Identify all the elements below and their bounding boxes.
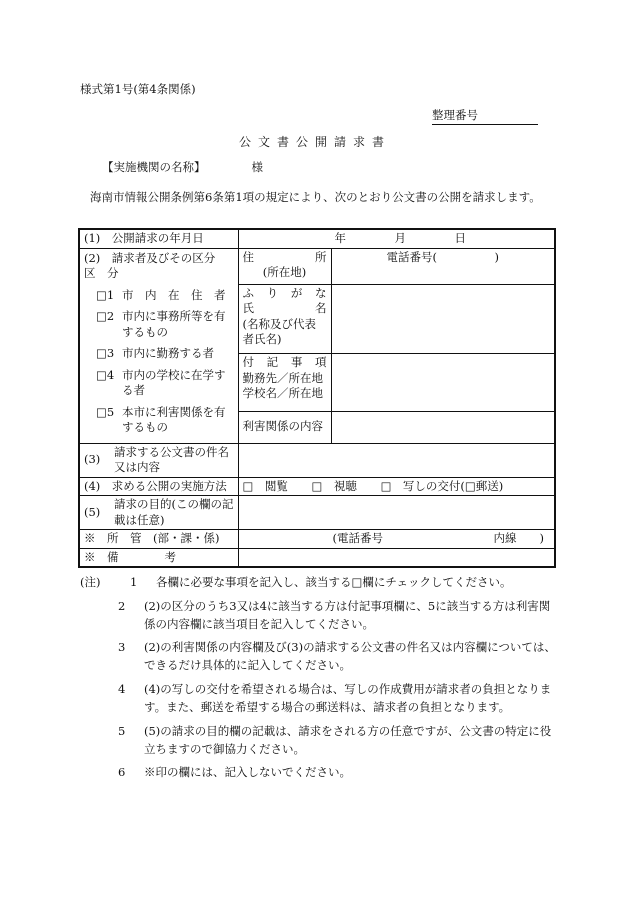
agency-label: 【実施機関の名称】	[102, 160, 206, 174]
note-5-num: 5	[118, 723, 126, 738]
document-title: 公文書公開請求書	[238, 135, 391, 149]
note-6	[80, 764, 560, 782]
purpose-row	[79, 496, 555, 530]
remarks-label: ※ 備 考	[79, 548, 238, 567]
requester-address-row	[79, 248, 555, 284]
checkbox-1[interactable]: □1	[96, 287, 115, 302]
phone-label: 電話番号( )	[386, 249, 499, 264]
note-4-num: 4	[118, 682, 126, 697]
category-1[interactable]	[96, 288, 234, 304]
category-5-text: 本市に利害関係を有するもの	[122, 404, 226, 435]
category-1-text: 市 内 在 住 者	[122, 287, 226, 302]
extra-label-cell	[238, 354, 331, 412]
docname-label-cell	[79, 443, 238, 477]
date-day: 日	[454, 231, 466, 245]
method-options	[238, 477, 555, 496]
office-ext-label: 内線 )	[493, 531, 544, 546]
furigana-label: ふりがな	[242, 285, 327, 300]
checkbox-2[interactable]: □2	[96, 309, 115, 324]
name-field[interactable]	[331, 284, 555, 353]
addressee	[102, 160, 263, 176]
name-sub-label: (名称及び代表者氏名)	[242, 316, 316, 347]
name-label: 氏 名	[242, 301, 327, 316]
office-row	[79, 530, 555, 549]
category-2-text: 市内に事務所等を有するもの	[122, 309, 226, 339]
method-copy[interactable]: □ 写しの交付(□郵送)	[380, 478, 504, 493]
checkbox-4[interactable]: □4	[96, 367, 115, 382]
purpose-label: 請求の目的(この欄の記載は任意)	[114, 497, 234, 527]
remarks-row	[79, 548, 555, 567]
note-6-num: 6	[118, 765, 126, 780]
interest-field[interactable]	[331, 411, 555, 443]
method-watch[interactable]: □ 視聴	[311, 478, 357, 493]
method-view[interactable]: □ 閲覧	[242, 478, 288, 493]
remarks-field	[238, 548, 555, 567]
notes	[80, 574, 560, 788]
honorific: 様	[251, 160, 263, 174]
interest-label: 利害関係の内容	[238, 411, 331, 443]
notes-lead: (注)	[80, 575, 101, 589]
note-6-text: ※印の欄には、記入しないでください。	[144, 765, 351, 780]
docname-row	[79, 443, 555, 477]
note-3-num: 3	[118, 640, 126, 655]
extra-label: 付 記 事 項	[242, 355, 327, 370]
date-year: 年	[334, 231, 346, 245]
category-3-text: 市内に勤務する者	[122, 346, 214, 361]
school-label: 学校名／所在地	[242, 386, 323, 401]
note-2	[80, 598, 560, 634]
note-3	[80, 639, 560, 675]
office-field	[238, 530, 555, 549]
checkbox-3[interactable]: □3	[96, 346, 115, 361]
note-2-num: 2	[118, 598, 126, 613]
extra-field[interactable]	[331, 354, 555, 412]
purpose-label-cell	[79, 496, 238, 530]
address-sub-label: (所在地)	[262, 265, 307, 280]
docname-label: 請求する公文書の件名又は内容	[114, 444, 229, 475]
docname-num: (3)	[84, 452, 101, 467]
intro-text: 海南市情報公開条例第6条第1項の規定により、次のとおり公文書の公開を請求します。	[90, 190, 541, 204]
method-label: (4) 求める公開の実施方法	[79, 477, 238, 496]
date-month: 月	[394, 231, 406, 245]
requester-label: (2) 請求者及びその区分	[84, 250, 216, 265]
purpose-field[interactable]	[238, 496, 555, 530]
office-phone-label: (電話番号	[332, 531, 383, 546]
address-field[interactable]	[331, 248, 555, 284]
requester-category-cell	[79, 248, 238, 443]
purpose-num: (5)	[84, 504, 101, 519]
docname-field[interactable]	[238, 443, 555, 477]
form-number: 様式第1号(第4条関係)	[80, 82, 196, 96]
workplace-label: 勤務先／所在地	[242, 370, 323, 385]
category-2[interactable]	[96, 309, 234, 340]
note-4-text: (4)の写しの交付を希望される場合は、写しの作成費用が請求者の負担となります。また、郵送を希望する場合の郵送料は、請求者の負担となります。	[144, 682, 552, 714]
method-row	[79, 477, 555, 496]
office-label: ※ 所 管 (部・課・係)	[79, 530, 238, 549]
note-5	[80, 723, 560, 759]
reference-number-label: 整理番号	[432, 108, 538, 125]
date-row	[79, 229, 555, 248]
note-2-text: (2)の区分のうち3又は4に該当する方は付記事項欄に、5に該当する方は利害関係の内容欄に該当項目を記入してください。	[144, 598, 551, 631]
note-4	[80, 681, 560, 717]
name-label-cell	[238, 284, 331, 353]
date-label: (1) 公開請求の年月日	[79, 229, 238, 248]
note-5-text: (5)の請求の目的欄の記載は、請求をされる方の任意ですが、公文書の特定に役立ちますので御協力ください。	[144, 723, 552, 756]
category-4[interactable]	[96, 368, 234, 399]
note-3-text: (2)の利害関係の内容欄及び(3)の請求する公文書の件名又は内容欄については、できるだけ具体的に記入してください。	[144, 640, 556, 673]
request-form-table	[78, 228, 556, 568]
address-label: 住 所	[242, 249, 327, 264]
checkbox-5[interactable]: □5	[96, 404, 115, 419]
category-label: 区 分	[84, 266, 119, 281]
category-4-text: 市内の学校に在学する者	[122, 367, 226, 398]
note-1	[80, 574, 560, 592]
address-label-cell	[238, 248, 331, 284]
note-1-text: 各欄に必要な事項を記入し、該当する□欄にチェックしてください。	[156, 575, 512, 589]
category-3[interactable]	[96, 346, 234, 362]
note-1-num: 1	[130, 575, 138, 589]
category-5[interactable]	[96, 405, 234, 436]
date-field[interactable]	[238, 229, 555, 248]
